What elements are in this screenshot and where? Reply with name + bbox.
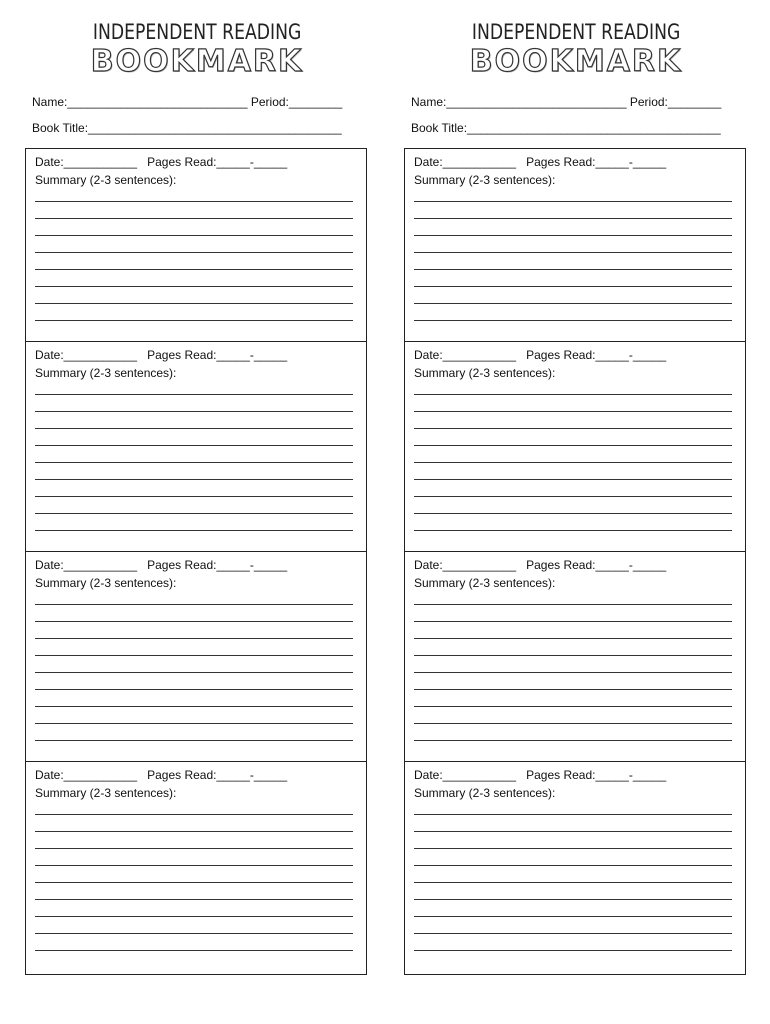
writing-line[interactable]	[35, 496, 353, 497]
date-pages-field[interactable]: Date:___________ Pages Read:_____-_____	[35, 155, 288, 169]
writing-line[interactable]	[35, 865, 353, 866]
entry-panel	[25, 551, 367, 762]
writing-line[interactable]	[35, 218, 353, 219]
writing-line[interactable]	[35, 235, 353, 236]
writing-line[interactable]	[35, 950, 353, 951]
writing-line[interactable]	[414, 445, 732, 446]
date-pages-field[interactable]: Date:___________ Pages Read:_____-_____	[414, 155, 667, 169]
bookmark-left	[25, 0, 369, 1000]
writing-line[interactable]	[414, 831, 732, 832]
writing-line[interactable]	[35, 638, 353, 639]
writing-line[interactable]	[414, 604, 732, 605]
writing-line[interactable]	[414, 513, 732, 514]
writing-line[interactable]	[414, 899, 732, 900]
writing-line[interactable]	[414, 814, 732, 815]
title-independent-reading: INDEPENDENT READING	[471, 20, 681, 44]
bookmark-right	[404, 0, 748, 1000]
writing-line[interactable]	[414, 411, 732, 412]
writing-line[interactable]	[414, 530, 732, 531]
writing-line[interactable]	[414, 479, 732, 480]
name-period-field[interactable]: Name:___________________________ Period:________	[32, 95, 343, 109]
writing-line[interactable]	[35, 814, 353, 815]
entry-panel	[404, 551, 746, 762]
writing-line[interactable]	[414, 394, 732, 395]
summary-label: Summary (2-3 sentences):	[35, 366, 177, 380]
writing-line[interactable]	[414, 320, 732, 321]
writing-line[interactable]	[35, 252, 353, 253]
writing-line[interactable]	[35, 655, 353, 656]
writing-line[interactable]	[35, 831, 353, 832]
writing-line[interactable]	[35, 286, 353, 287]
summary-label: Summary (2-3 sentences):	[35, 576, 177, 590]
writing-line[interactable]	[414, 218, 732, 219]
entry-panel	[25, 341, 367, 552]
writing-line[interactable]	[414, 252, 732, 253]
writing-line[interactable]	[35, 411, 353, 412]
writing-line[interactable]	[35, 723, 353, 724]
writing-line[interactable]	[414, 740, 732, 741]
entry-panel	[404, 761, 746, 975]
writing-line[interactable]	[35, 320, 353, 321]
date-pages-field[interactable]: Date:___________ Pages Read:_____-_____	[35, 768, 288, 782]
date-pages-field[interactable]: Date:___________ Pages Read:_____-_____	[35, 558, 288, 572]
writing-line[interactable]	[35, 462, 353, 463]
writing-line[interactable]	[414, 303, 732, 304]
writing-line[interactable]	[35, 689, 353, 690]
writing-line[interactable]	[414, 428, 732, 429]
writing-line[interactable]	[35, 882, 353, 883]
writing-line[interactable]	[35, 530, 353, 531]
writing-line[interactable]	[35, 428, 353, 429]
writing-line[interactable]	[35, 916, 353, 917]
writing-line[interactable]	[414, 689, 732, 690]
writing-line[interactable]	[35, 740, 353, 741]
writing-line[interactable]	[414, 235, 732, 236]
writing-line[interactable]	[414, 462, 732, 463]
writing-line[interactable]	[414, 496, 732, 497]
summary-label: Summary (2-3 sentences):	[35, 173, 177, 187]
date-pages-field[interactable]: Date:___________ Pages Read:_____-_____	[414, 558, 667, 572]
date-pages-field[interactable]: Date:___________ Pages Read:_____-_____	[35, 348, 288, 362]
bookmark-title	[25, 18, 369, 78]
book-title-field[interactable]: Book Title:______________________________________	[32, 121, 342, 135]
summary-label: Summary (2-3 sentences):	[414, 786, 556, 800]
title-bookmark: BOOKMARK	[90, 44, 304, 79]
book-title-field[interactable]: Book Title:______________________________________	[411, 121, 721, 135]
date-pages-field[interactable]: Date:___________ Pages Read:_____-_____	[414, 348, 667, 362]
summary-label: Summary (2-3 sentences):	[414, 366, 556, 380]
title-independent-reading: INDEPENDENT READING	[92, 20, 302, 44]
writing-line[interactable]	[414, 916, 732, 917]
writing-line[interactable]	[414, 723, 732, 724]
writing-line[interactable]	[414, 621, 732, 622]
writing-line[interactable]	[35, 706, 353, 707]
writing-line[interactable]	[35, 899, 353, 900]
summary-label: Summary (2-3 sentences):	[414, 576, 556, 590]
writing-line[interactable]	[414, 706, 732, 707]
writing-line[interactable]	[35, 933, 353, 934]
entry-panel	[25, 148, 367, 342]
writing-line[interactable]	[414, 950, 732, 951]
summary-label: Summary (2-3 sentences):	[35, 786, 177, 800]
writing-line[interactable]	[414, 201, 732, 202]
writing-line[interactable]	[414, 269, 732, 270]
writing-line[interactable]	[35, 303, 353, 304]
writing-line[interactable]	[35, 604, 353, 605]
writing-line[interactable]	[414, 848, 732, 849]
bookmark-title	[404, 18, 748, 78]
name-period-field[interactable]: Name:___________________________ Period:________	[411, 95, 722, 109]
entry-panel	[404, 341, 746, 552]
writing-line[interactable]	[414, 672, 732, 673]
writing-line[interactable]	[35, 621, 353, 622]
writing-line[interactable]	[35, 445, 353, 446]
writing-line[interactable]	[414, 286, 732, 287]
entry-panel	[404, 148, 746, 342]
writing-line[interactable]	[414, 638, 732, 639]
writing-line[interactable]	[35, 513, 353, 514]
writing-line[interactable]	[35, 269, 353, 270]
entry-panel	[25, 761, 367, 975]
title-bookmark: BOOKMARK	[469, 44, 683, 79]
writing-line[interactable]	[35, 672, 353, 673]
writing-line[interactable]	[35, 848, 353, 849]
writing-line[interactable]	[35, 201, 353, 202]
writing-line[interactable]	[414, 655, 732, 656]
date-pages-field[interactable]: Date:___________ Pages Read:_____-_____	[414, 768, 667, 782]
writing-line[interactable]	[414, 933, 732, 934]
writing-line[interactable]	[414, 882, 732, 883]
writing-line[interactable]	[35, 394, 353, 395]
writing-line[interactable]	[414, 865, 732, 866]
summary-label: Summary (2-3 sentences):	[414, 173, 556, 187]
writing-line[interactable]	[35, 479, 353, 480]
